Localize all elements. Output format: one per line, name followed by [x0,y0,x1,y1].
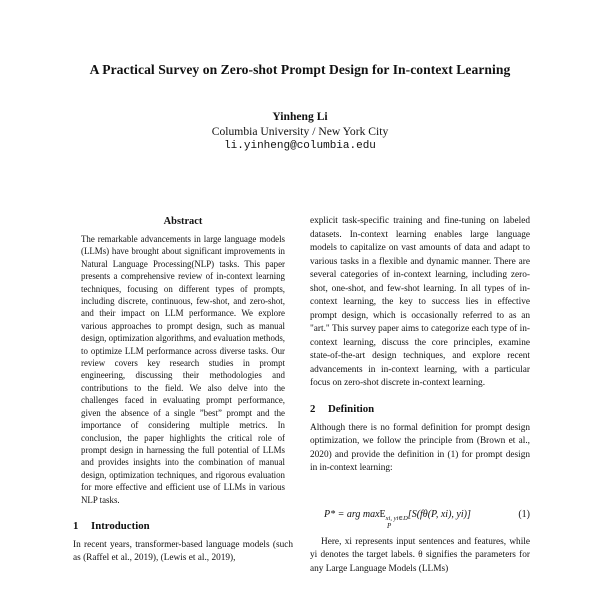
equation-argmax-subscript: P [387,521,392,530]
equation-expectation-subscript: xi, yi∈D [385,514,408,522]
introduction-continued-text: explicit task-specific training and fine-tuning on labeled datasets. In-context learning enables large language models to capitalize on vast amounts of data and adapt to various tasks in a flexible and dynamic manner. There are several categories of in-context learning, including zero-shot, one-shot, and few-shot learning. In all types of in-context learning, the key to success lies in effective prompt design, which is occasionally referred to as an "art." This survey paper aims to categorize each type of in-context learning, discuss the core principles, examine state-of-the-art design techniques, and explore recent advancements in in-context learning, with a particular focus on zero-shot discrete in-context learning. [310,216,530,388]
section-number: 1 [73,519,79,532]
abstract-text: The remarkable advancements in large language models (LLMs) have brought about significant improvements in Natural Language Processing(NLP) tasks. This paper presents a comprehensive review of in-context learning techniques, focusing on different types of prompts, including discrete, continuous, few-shot, and zero-shot, and their impact on LLM performance. We explore various approaches to prompt design, such as manual design, optimization algorithms, and evaluation methods, to optimize LLM performance across diverse tasks. Our review covers key research studies in prompt engineering, discussing their methodologies and contributions to the field. We also delve into the challenges faced in evaluating prompt performance, given the absence of a single ”best” prompt and the importance of considering multiple metrics. In conclusion, the paper highlights the critical role of prompt design in harnessing the full potential of LLMs and provides insights into the combination of manual design, optimization techniques, and rigorous evaluation for more effective and efficient use of LLMs in various NLP tasks. [81,234,285,505]
section-title: Introduction [91,519,150,532]
equation-number: (1) [518,508,530,520]
equation-rhs: [S(fθ(P, xi), yi)] [407,508,471,520]
equation-lhs: P* = arg max [324,508,380,520]
equation-expectation: E [379,508,386,520]
introduction-heading [73,520,293,533]
definition-after-text: Here, xi represents input sentences and features, while yi denotes the target labels. θ signifies the parameters for any Large Language Models (LLMs) [310,536,530,574]
section-title: Definition [328,402,375,415]
author-name: Yinheng Li [272,110,328,123]
definition-text: Although there is no formal definition for prompt design optimization, we follow the principle from (Brown et al., 2020) and provide the definition in (1) for prompt design in in-context learning: [310,422,530,473]
introduction-text: In recent years, transformer-based language models (such as (Raffel et al., 2019), (Lewis et al., 2019), [73,539,293,564]
author-affiliation: Columbia University / New York City [211,125,389,138]
definition-heading [310,403,530,416]
paper-title: A Practical Survey on Zero-shot Prompt Design for In-context Learning [89,62,511,77]
equation-formula [324,508,471,526]
section-number: 2 [310,402,316,415]
abstract-heading: Abstract [163,216,203,227]
equation-1 [310,506,530,530]
author-email: li.yinheng@columbia.edu [224,140,376,152]
right-column [310,215,530,576]
left-column [73,215,293,566]
